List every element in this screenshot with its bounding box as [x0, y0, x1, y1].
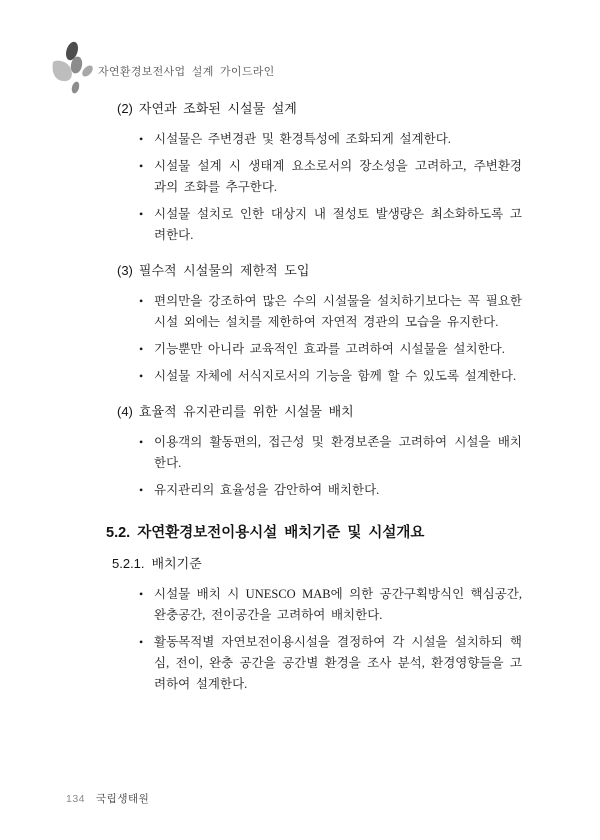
- section-3-bullets: [117, 291, 522, 387]
- subsection-bullets: [117, 584, 522, 695]
- section-2-heading: [117, 101, 522, 117]
- section-4-title: 효율적 유지관리를 위한 시설물 배치: [138, 404, 354, 419]
- section-4-number: (4): [117, 404, 133, 419]
- ecology-leaf-logo-icon: [50, 40, 96, 98]
- bullet-item: • 시설물 설치로 인한 대상지 내 절성토 발생량은 최소화하도록 고려한다.: [117, 204, 522, 246]
- section-3-number: (3): [117, 263, 133, 278]
- publisher-name: 국립생태원: [96, 793, 150, 805]
- section-2-bullets: [117, 129, 522, 246]
- bullet-item: • 유지관리의 효율성을 감안하여 배치한다.: [117, 480, 522, 501]
- section-2-number: (2): [117, 101, 133, 116]
- bullet-item: • 시설물 배치 시 UNESCO MAB에 의한 공간구획방식인 핵심공간, 완충공간, 전이공간을 고려하여 배치한다.: [117, 584, 522, 626]
- section-3: [117, 263, 522, 387]
- section-2-title: 자연과 조화된 시설물 설계: [138, 101, 297, 116]
- section-2: [117, 101, 522, 246]
- subchapter-heading: [106, 523, 540, 543]
- subchapter-number: 5.2.: [106, 525, 131, 541]
- section-3-title: 필수적 시설물의 제한적 도입: [138, 263, 310, 278]
- bullet-item: • 이용객의 활동편의, 접근성 및 환경보존을 고려하여 시설을 배치한다.: [117, 432, 522, 474]
- subsection-number: 5.2.1.: [112, 556, 145, 571]
- bullet-item: • 시설물 설계 시 생태계 요소로서의 장소성을 고려하고, 주변환경과의 조화를 추구한다.: [117, 156, 522, 198]
- bullet-item: • 활동목적별 자연보전이용시설을 결정하여 각 시설을 설치하되 핵심, 전이, 완충 공간을 공간별 환경을 조사 분석, 환경영향들을 고려하여 설계한다.: [117, 632, 522, 695]
- subsection-title: 배치기준: [151, 556, 202, 571]
- bullet-item: • 시설물 자체에 서식지로서의 기능을 함께 할 수 있도록 설계한다.: [117, 366, 522, 387]
- page-number: 134: [66, 793, 86, 805]
- bullet-item: • 편의만을 강조하여 많은 수의 시설물을 설치하기보다는 꼭 필요한 시설 외에는 설치를 제한하여 자연적 경관의 모습을 유지한다.: [117, 291, 522, 333]
- bullet-item: • 기능뿐만 아니라 교육적인 효과를 고려하여 시설물을 설치한다.: [117, 339, 522, 360]
- section-4: [117, 404, 522, 501]
- page-content: [0, 101, 600, 701]
- section-4-bullets: [117, 432, 522, 501]
- header-title: 자연환경보전사업 설계 가이드라인: [98, 66, 275, 78]
- section-3-heading: [117, 263, 522, 279]
- page-footer: [66, 791, 149, 806]
- section-4-heading: [117, 404, 522, 420]
- subsection-heading: [112, 556, 540, 572]
- bullet-item: • 시설물은 주변경관 및 환경특성에 조화되게 설계한다.: [117, 129, 522, 150]
- subchapter-title: 자연환경보전이용시설 배치기준 및 시설개요: [137, 525, 425, 541]
